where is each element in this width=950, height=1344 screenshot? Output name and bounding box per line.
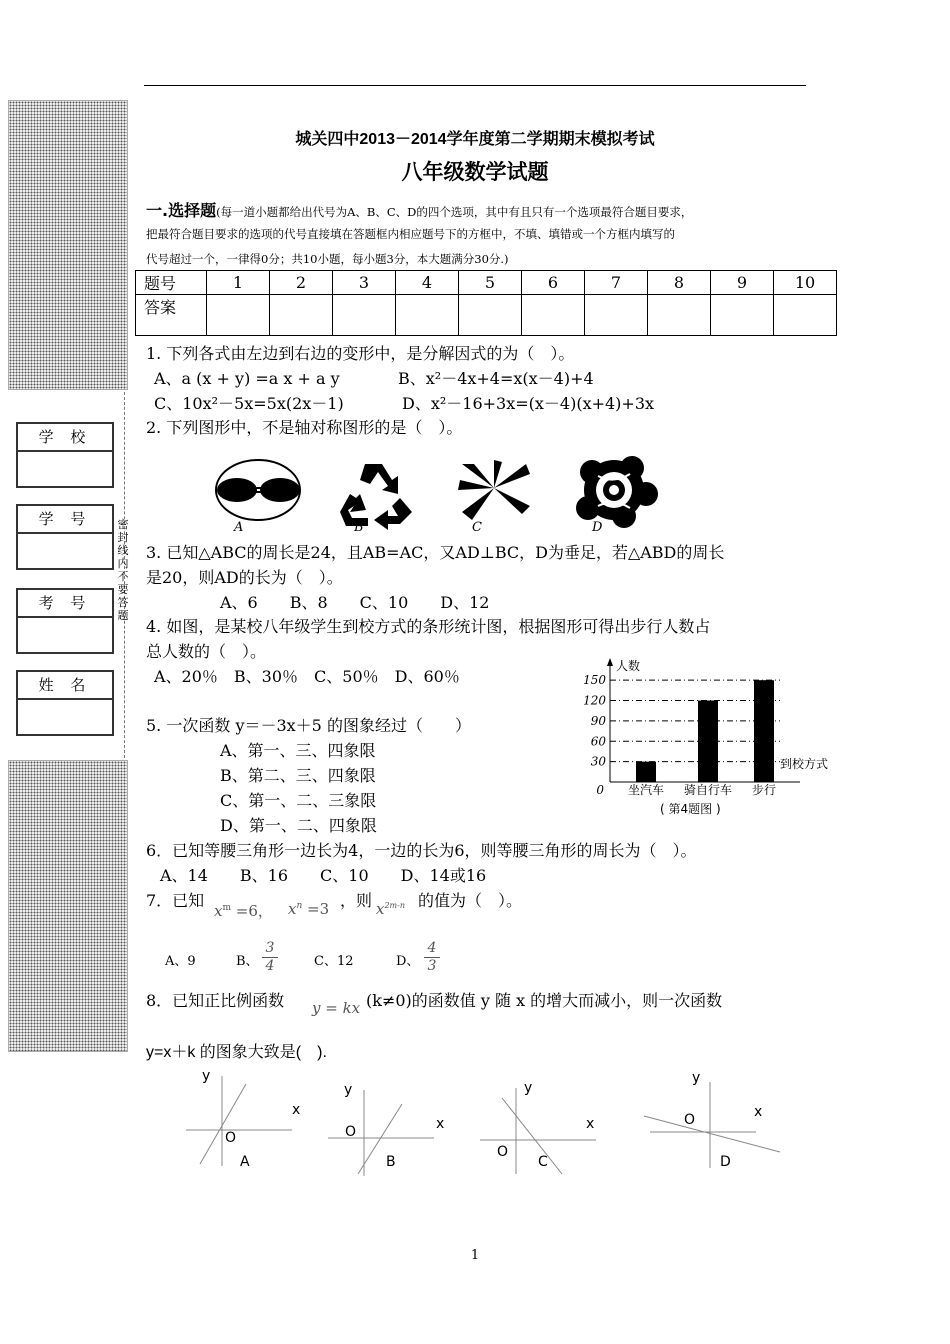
q8-d-label: D [720,1154,731,1170]
q4-stem-line2: 总人数的（ ）。 [146,642,267,661]
x-tick-label: 步行 [751,783,777,797]
figure-c-pinwheel [458,460,530,520]
q1-option-b: B、x²－4x+4=x(x－4)+4 [398,369,594,388]
q8-formula: y = kx [312,999,361,1017]
q8-a-origin: O [225,1130,237,1146]
q8-a-x: x [292,1102,301,1118]
q8-c-x: x [586,1116,595,1132]
answer-table-header-row [136,271,837,295]
exam-number-field-box[interactable] [16,588,114,654]
q5-option-b: B、第二、三、四象限 [220,766,376,785]
q7-cond1-exp: m [222,903,232,913]
q1-option-d: D、x²－16+3x=(x－4)(x+4)+3x [402,394,655,413]
q8-c-origin: O [497,1144,509,1160]
q7-target [376,900,405,918]
q7-tail: 的值为（ ）。 [418,891,523,910]
section-heading [146,198,692,221]
section-note-2: 把最符合题目要求的选项的代号直接填在答题框内相应题号下的方框中，不填、填错或一个方框内填写的 [146,227,675,241]
q3-stem-line2: 是20，则AD的长为（ ）。 [146,568,343,587]
y-tick-label: 30 [590,754,606,769]
q2-label-d: D [592,520,603,535]
answer-cell[interactable] [648,295,711,336]
exam-number-field-label: 考 号 [18,590,112,618]
chart-bar [636,762,656,782]
question-number-cell: 2 [270,271,333,295]
school-exam-title: 城关四中2013－2014学年度第二学期期末模拟考试 [295,131,655,148]
q7-condition-2 [288,900,329,918]
q8-c-y: y [524,1080,533,1096]
q7-cond2-val: =3 [307,900,330,918]
q6-options: A、14 B、16 C、10 D、14或16 [160,866,487,885]
q2-stem: 2. 下列图形中，不是轴对称图形的是（ ）。 [146,418,463,437]
question-number-cell: 1 [207,271,270,295]
x-axis-label: 到校方式 [780,757,829,771]
school-field-box[interactable] [16,422,114,488]
answer-cell[interactable] [396,295,459,336]
q1-stem: 1. 下列各式由左边到右边的变形中，是分解因式的为（ ）。 [146,344,575,363]
q7-stem [146,888,204,911]
q5-option-c: C、第一、二、三象限 [220,791,377,810]
y-axis-arrow [607,658,613,666]
y-axis-label: 人数 [616,659,641,673]
q3-stem-line1: 3. 已知△ABC的周长是24，且AB=AC，又AD⊥BC，D为垂足，若△ABD的周长 [146,543,725,562]
figure-a-glasses [216,460,300,520]
chart-caption: ( 第4题图 ) [660,802,721,816]
q8-d-origin: O [684,1112,696,1128]
answer-cell[interactable] [711,295,774,336]
q7-cond2-base: x [288,900,297,918]
name-field-box[interactable] [16,670,114,736]
answer-cell[interactable] [270,295,333,336]
question-number-cell: 10 [774,271,837,295]
answer-cell[interactable] [522,295,585,336]
answer-cell[interactable] [333,295,396,336]
q2-label-b: B [354,520,364,535]
q7-target-exp: 2m-n [384,901,405,910]
q5-stem: 5. 一次函数 y＝－3x＋5 的图象经过（ ） [146,716,471,735]
question-number-label: 题号 [136,271,207,295]
q8-b-label: B [386,1154,396,1170]
student-id-field-label: 学 号 [18,506,112,534]
answer-label: 答案 [136,295,207,336]
q7-then: ，则 [340,891,373,910]
q7-comma: ， [257,902,273,920]
q8-b-origin: O [345,1124,357,1140]
sidebar-pattern-bottom [8,760,128,1052]
section-heading-text: 一.选择题 [146,201,217,220]
answer-cell[interactable] [207,295,270,336]
q8-a-label: A [240,1154,250,1170]
question-number-cell: 5 [459,271,522,295]
q8-b-x: x [436,1116,445,1132]
section-note-3: 代号超过一个，一律得0分；共10小题，每小题3分，本大题满分30分.) [146,252,509,266]
q8-lead: 8．已知正比例函数 [146,991,285,1010]
name-field-label: 姓 名 [18,672,112,700]
q7-cond2-exp: n [296,901,303,911]
page-title: 八年级数学试题 [401,160,549,184]
q7-frac-b-den: 4 [265,958,275,974]
y-tick-label: 120 [583,693,606,708]
q7-option-c: C、12 [314,954,354,969]
q3-options: A、6 B、8 C、10 D、12 [220,593,490,612]
page-number: 1 [470,1248,480,1263]
graph-line [644,1116,780,1152]
q7-cond1-base: x [214,902,223,920]
answer-table [135,270,837,336]
seal-text: 密封线内不要答题 [117,518,129,622]
bar-chart [580,652,840,822]
q7-option-d: D、 [396,954,420,969]
question-number-cell: 9 [711,271,774,295]
q7-cond1-val: =6 [235,902,258,920]
graph-line [502,1098,562,1174]
figure-d-flower [576,456,658,528]
y-tick-label: 90 [590,713,606,728]
q6-stem: 6．已知等腰三角形一边长为4，一边的长为6，则等腰三角形的周长为（ ）。 [146,841,697,860]
q8-tail: (k≠0)的函数值 y 随 x 的增大而减小，则一次函数 [366,991,723,1010]
answer-cell[interactable] [459,295,522,336]
answer-table-answer-row [136,295,837,336]
y-tick-label: 60 [590,734,606,749]
q7-fraction-d [424,940,440,975]
q8-graph-d [630,1072,790,1172]
graph-line [200,1084,246,1164]
q2-label-c: C [472,520,482,535]
q5-option-d: D、第一、二、四象限 [220,816,377,835]
school-field-label: 学 校 [18,424,112,452]
q7-fraction-b [262,940,278,975]
q4-stem-line1: 4. 如图，是某校八年级学生到校方式的条形统计图，根据图形可得出步行人数占 [146,617,711,636]
chart-bar [698,701,718,782]
figure-b-recycle [340,464,412,530]
q8-d-x: x [754,1104,763,1120]
student-id-field-box[interactable] [16,504,114,570]
q7-lead: 7．已知 [146,891,205,910]
section-note-1: (每一道小题都给出代号为A、B、C、D的四个选项，其中有且只有一个选项最符合题目要求， [216,205,693,219]
question-number-cell: 7 [585,271,648,295]
x-tick-label: 坐汽车 [627,783,665,797]
answer-cell[interactable] [774,295,837,336]
q4-options: A、20％ B、30％ C、50％ D、60％ [154,667,460,686]
q8-stem-line2: y=x＋k 的图象大致是( ). [146,1044,327,1061]
question-number-cell: 4 [396,271,459,295]
q7-frac-d-den: 3 [427,958,437,974]
q7-frac-b-num: 3 [262,940,278,958]
top-rule [144,85,806,86]
q8-b-y: y [344,1082,353,1098]
q7-frac-d-num: 4 [424,940,440,958]
q2-figures [200,450,680,540]
y-tick-label: 150 [583,673,606,688]
x-tick-label: 骑自行车 [683,783,733,797]
q1-option-c: C、10x²－5x=5x(2x－1) [154,394,344,413]
q8-a-y: y [202,1068,211,1084]
chart-bar [754,680,774,782]
q5-option-a: A、第一、三、四象限 [220,741,376,760]
q7-option-a: A、9 [165,954,196,969]
q8-c-label: C [538,1154,548,1170]
q1-option-a: A、a (x + y) =a x + a y [154,369,340,388]
origin-label: 0 [596,783,604,797]
q7-target-base: x [376,900,385,918]
question-number-cell: 8 [648,271,711,295]
q8-d-y: y [692,1070,701,1086]
q7-option-b: B、 [236,954,259,969]
q7-condition-1 [214,900,273,921]
q2-label-a: A [234,520,244,535]
question-number-cell: 6 [522,271,585,295]
question-number-cell: 3 [333,271,396,295]
answer-cell[interactable] [585,295,648,336]
